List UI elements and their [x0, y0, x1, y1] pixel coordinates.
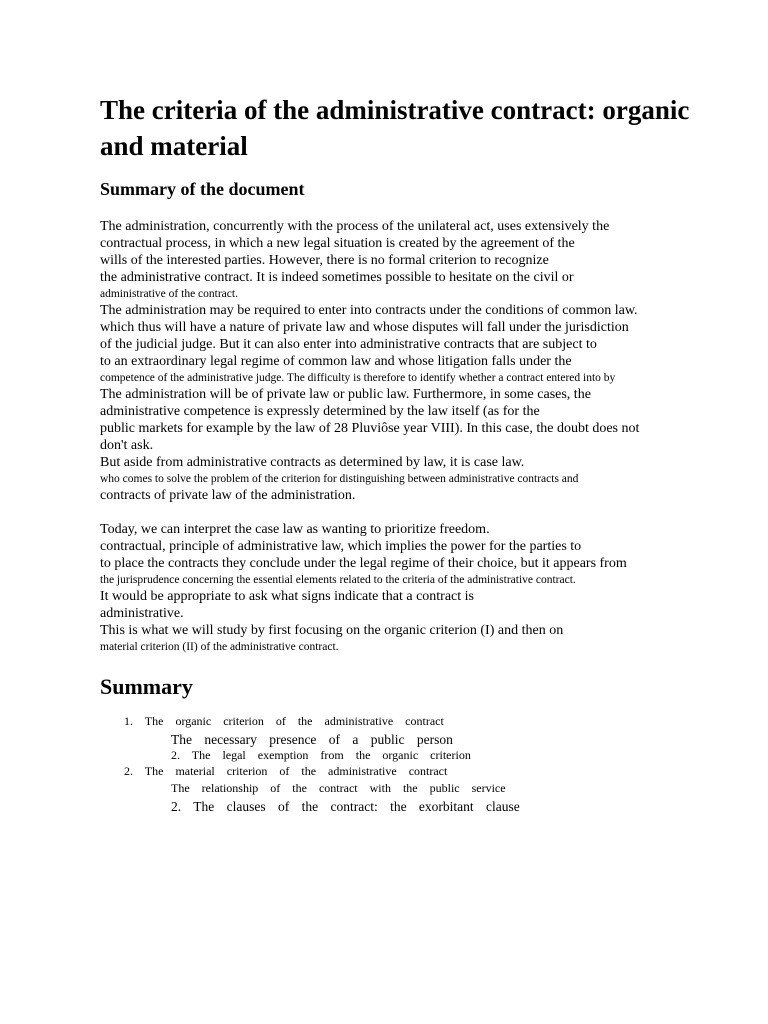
document-title: The criteria of the administrative contract: organic and material — [100, 95, 690, 161]
body-line: administrative. — [100, 606, 184, 621]
body-line: contracts of private law of the administration. — [100, 488, 356, 503]
body-line: to place the contracts they conclude under the legal regime of their choice, but it appears from — [100, 556, 627, 571]
summary-of-document-heading: Summary of the document — [100, 179, 305, 199]
toc-item-2-1: The relationship of the contract with the public service — [171, 781, 506, 795]
body-line: This is what we will study by first focusing on the organic criterion (I) and then on — [100, 623, 564, 638]
body-line: material criterion (II) of the administrative contract. — [100, 641, 339, 653]
summary-heading: Summary — [100, 674, 193, 699]
toc-item-1-2: 2. The legal exemption from the organic criterion — [171, 748, 471, 762]
body-line: don't ask. — [100, 438, 154, 453]
body-line: wills of the interested parties. However, there is no formal criterion to recognize — [100, 253, 549, 268]
body-line: The administration may be required to enter into contracts under the conditions of common law. — [100, 303, 638, 318]
body-line: The administration, concurrently with the process of the unilateral act, uses extensively the — [100, 219, 610, 234]
body-line: contractual, principle of administrative law, which implies the power for the parties to — [100, 539, 582, 554]
body-line: which thus will have a nature of private law and whose disputes will fall under the jurisdiction — [100, 320, 629, 335]
body-line: public markets for example by the law of 28 Pluviôse year VIII). In this case, the doubt does not — [100, 421, 640, 436]
body-line: administrative of the contract. — [100, 288, 238, 300]
body-line: the administrative contract. It is indeed sometimes possible to hesitate on the civil or — [100, 270, 574, 285]
body-line: competence of the administrative judge. The difficulty is therefore to identify whether a contract entered into by — [100, 372, 616, 384]
paragraph-gap — [100, 504, 710, 521]
toc-item-1-1: The necessary presence of a public person — [171, 732, 453, 747]
body-line: It would be appropriate to ask what signs indicate that a contract is — [100, 589, 475, 604]
toc-item-2-2: 2. The clauses of the contract: the exorbitant clause — [171, 799, 520, 814]
body-line: Today, we can interpret the case law as wanting to prioritize freedom. — [100, 522, 490, 537]
toc-item-2: 2. The material criterion of the administrative contract — [124, 764, 448, 778]
toc-item-1: 1. The organic criterion of the administrative contract — [124, 714, 444, 728]
body-line: contractual process, in which a new legal situation is created by the agreement of the — [100, 236, 575, 251]
document-body-text — [100, 218, 710, 655]
body-line: administrative competence is expressly determined by the law itself (as for the — [100, 404, 540, 419]
body-line: The administration will be of private law or public law. Furthermore, in some cases, the — [100, 387, 591, 402]
body-line: But aside from administrative contracts as determined by law, it is case law. — [100, 455, 525, 470]
body-line: to an extraordinary legal regime of common law and whose litigation falls under the — [100, 354, 572, 369]
body-line: of the judicial judge. But it can also enter into administrative contracts that are subject to — [100, 337, 597, 352]
body-line: the jurisprudence concerning the essential elements related to the criteria of the administrative contract. — [100, 574, 576, 586]
body-line: who comes to solve the problem of the criterion for distinguishing between administrative contracts and — [100, 473, 579, 485]
